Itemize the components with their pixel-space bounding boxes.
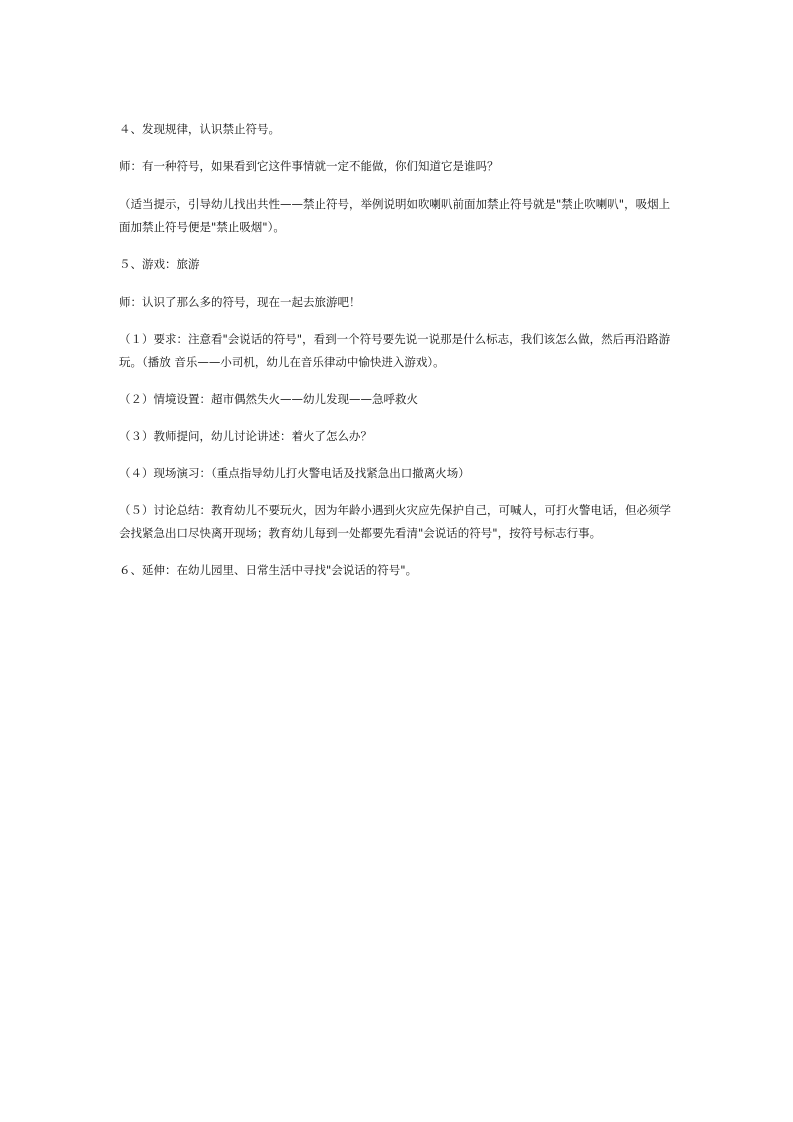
discussion-summary: （５）讨论总结：教育幼儿不要玩火，因为年龄小遇到火灾应先保护自己，可喊人，可打火警电话，但必须学会找紧急出口尽快离开现场；教育幼儿每到一处都要先看清"会说话的符号"，按符号标志行事。	[119, 503, 671, 540]
teacher-question-prohibition: 师：有一种符号，如果看到它这件事情就一定不能做，你们知道它是谁吗？	[119, 159, 499, 173]
teacher-travel-line: 师：认识了那么多的符号，现在一起去旅游吧！	[119, 295, 361, 309]
teacher-question-fire: （３）教师提问，幼儿讨论讲述：着火了怎么办？	[119, 429, 372, 443]
game-requirement: （１）要求：注意看"会说话的符号"，看到一个符号要先说一说那是什么标志，我们该怎么做，然后再沿路游玩。（播放 音乐——小司机，幼儿在音乐律动中愉快进入游戏）。	[119, 332, 671, 369]
step-5-heading: ５、游戏：旅游	[119, 257, 200, 271]
hint-paragraph: （适当提示，引导幼儿找出共性——禁止符号，举例说明如吹喇叭前面加禁止符号就是"禁止吹喇叭"，吸烟上面加禁止符号便是"禁止吸烟"）。	[119, 197, 671, 234]
document-body	[119, 118, 679, 582]
scenario-setting: （２）情境设置：超市偶然失火——幼儿发现——急呼救火	[119, 392, 418, 406]
fire-drill: （４）现场演习：（重点指导幼儿打火警电话及找紧急出口撤离火场）	[119, 466, 470, 480]
step-4-heading: ４、发现规律，认识禁止符号。	[119, 122, 280, 136]
step-6-extension: ６、延伸：在幼儿园里、日常生活中寻找"会说话的符号"。	[119, 563, 418, 577]
